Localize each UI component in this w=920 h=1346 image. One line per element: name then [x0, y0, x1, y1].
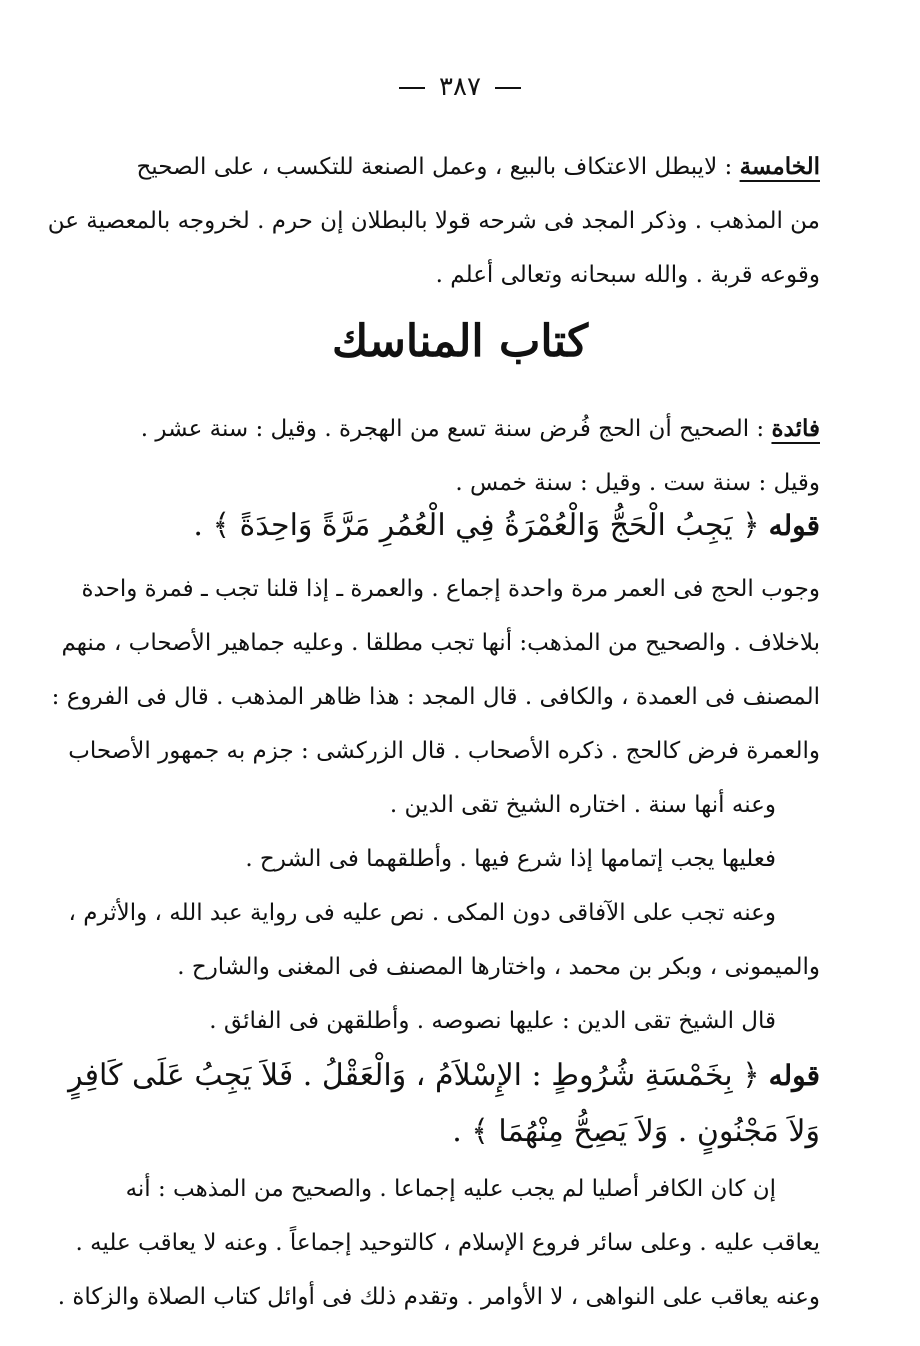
faidah-lead-word: فائدة [771, 415, 820, 442]
verse-2 [68, 1048, 820, 1160]
commentary-1-line: قال الشيخ تقى الدين : عليها نصوصه . وأطلقهن فى الفائق . [209, 1008, 776, 1034]
faidah-paragraph [140, 402, 820, 510]
intro-line-2: من المذهب . وذكر المجد فى شرحه قولا بالبطلان إن حرم . لخروجه بالمعصية عن [47, 208, 820, 234]
page-number-header [0, 70, 920, 104]
commentary-1-line: وجوب الحج فى العمر مرة واحدة إجماع . والعمرة ـ إذا قلنا تجب ـ فمرة واحدة [81, 576, 820, 602]
commentary-1-line: والميمونى ، وبكر بن محمد ، واختارها المصنف فى المغنى والشارح . [177, 954, 820, 980]
faidah-line-1: فائدة : الصحيح أن الحج فُرض سنة تسع من الهجرة . وقيل : سنة عشر . [140, 415, 820, 442]
verse-1 [182, 498, 820, 554]
intro-line-3: وقوعه قربة . والله سبحانه وتعالى أعلم . [435, 262, 820, 288]
verse-1-quote: ﴿ يَجِبُ الْحَجُّ وَالْعُمْرَةُ فِي الْعُمُرِ مَرَّةً وَاحِدَةً ﴾ . [193, 508, 760, 543]
header-dash-left [399, 87, 425, 89]
intro-paragraph [47, 140, 820, 302]
header-dash-right [495, 87, 521, 89]
chapter-title: كتاب المناسك [331, 316, 589, 367]
commentary-2-line: يعاقب عليه . وعلى سائر فروع الإسلام ، كالتوحيد إجماعاً . وعنه لا يعاقب عليه . [75, 1230, 820, 1256]
verse-1-qawluh: قوله [768, 509, 820, 542]
commentary-1 [51, 562, 820, 994]
verse-2-line-1 [68, 1048, 820, 1104]
commentary-2-line: وعنه يعاقب على النواهى ، لا الأوامر . وتقدم ذلك فى أوائل كتاب الصلاة والزكاة . [57, 1284, 820, 1310]
verse-2-quote-part-1: ﴿ بِخَمْسَةِ شُرُوطٍ : الإِسْلاَمُ ، وَالْعَقْلُ . فَلاَ يَجِبُ عَلَى كَافِرٍ [68, 1058, 760, 1093]
commentary-1-line: بلاخلاف . والصحيح من المذهب: أنها تجب مطلقا . وعليه جماهير الأصحاب ، منهم [61, 630, 820, 656]
verse-1-line [182, 498, 820, 554]
commentary-1-line: المصنف فى العمدة ، والكافى . قال المجد : هذا ظاهر المذهب . قال فى الفروع : [51, 684, 820, 710]
verse-2-qawluh: قوله [768, 1059, 820, 1092]
verse-2-quote-part-2: وَلاَ مَجْنُونٍ . وَلاَ يَصِحُّ مِنْهُمَا ﴾ . [452, 1114, 820, 1149]
commentary-2 [57, 1162, 820, 1324]
commentary-1-line: والعمرة فرض كالحج . ذكره الأصحاب . قال الزركشى : جزم به جمهور الأصحاب [68, 738, 820, 764]
commentary-1-last [182, 994, 820, 1048]
commentary-1-line: فعليها يجب إتمامها إذا شرع فيها . وأطلقهما فى الشرح . [245, 846, 776, 872]
page-number: ٣٨٧ [439, 72, 481, 102]
verse-2-line-2 [182, 1104, 820, 1160]
intro-lead-word: الخامسة [739, 153, 820, 180]
faidah-line-2: وقيل : سنة ست . وقيل : سنة خمس . [455, 470, 820, 496]
commentary-1-line: وعنه تجب على الآفاقى دون المكى . نص عليه فى رواية عبد الله ، والأثرم ، [68, 900, 776, 926]
intro-line-1: الخامسة : لايبطل الاعتكاف بالبيع ، وعمل الصنعة للتكسب ، على الصحيح [136, 153, 820, 180]
commentary-1-line: وعنه أنها سنة . اختاره الشيخ تقى الدين . [389, 792, 776, 818]
commentary-2-line: إن كان الكافر أصليا لم يجب عليه إجماعا . والصحيح من المذهب : أنه [125, 1176, 776, 1202]
